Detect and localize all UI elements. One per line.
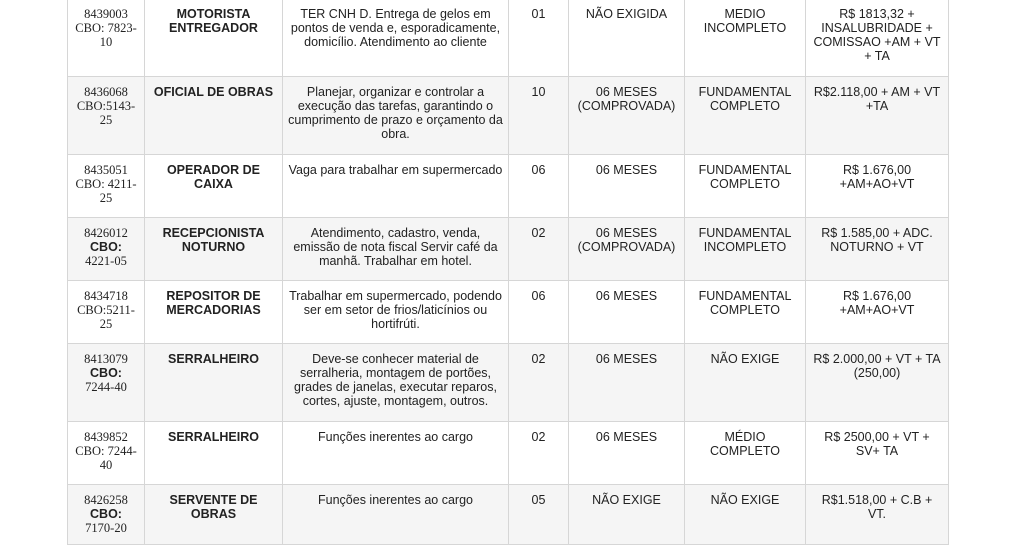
job-description: Trabalhar em supermercado, podendo ser em setor de frios/laticínios ou hortifrúti.	[283, 281, 509, 344]
job-code: 8435051	[84, 163, 128, 177]
job-title: REPOSITOR DE MERCADORIAS	[145, 281, 283, 344]
education-requirement: FUNDAMENTAL COMPLETO	[685, 155, 806, 218]
job-title: OPERADOR DE CAIXA	[145, 155, 283, 218]
education-requirement: FUNDAMENTAL COMPLETO	[685, 77, 806, 155]
table-row	[68, 281, 949, 344]
table-row	[68, 77, 949, 155]
vacancy-count: 02	[509, 422, 569, 485]
experience-requirement: 06 MESES	[569, 281, 685, 344]
cbo-code: CBO:5143-25	[76, 99, 136, 127]
salary-benefits: R$1.518,00 + C.B + VT.	[806, 485, 949, 545]
job-title: MOTORISTA ENTREGADOR	[145, 0, 283, 77]
vacancy-count: 06	[509, 281, 569, 344]
education-requirement: MEDIO INCOMPLETO	[685, 0, 806, 77]
table-row	[68, 0, 949, 77]
job-code: 8436068	[84, 85, 128, 99]
job-title: OFICIAL DE OBRAS	[145, 77, 283, 155]
job-code: 8426012	[84, 226, 128, 240]
vacancy-count: 05	[509, 485, 569, 545]
cbo-code: 7244-40	[85, 380, 127, 394]
job-listings-table	[67, 0, 949, 545]
cbo-label: CBO:	[90, 366, 122, 380]
job-description: Deve-se conhecer material de serralheria, montagem de portões, grades de janelas, executar reparos, cortes, ajuste, montagem, outros.	[283, 344, 509, 422]
cbo-code: CBO: 4211-25	[75, 177, 137, 205]
cbo-label: CBO:	[90, 240, 122, 254]
job-code-cell	[68, 218, 145, 281]
cbo-code: CBO: 7244-40	[75, 444, 137, 472]
job-code: 8434718	[84, 289, 128, 303]
education-requirement: FUNDAMENTAL COMPLETO	[685, 281, 806, 344]
cbo-label: CBO:	[90, 507, 122, 521]
vacancy-count: 02	[509, 344, 569, 422]
salary-benefits: R$ 2500,00 + VT + SV+ TA	[806, 422, 949, 485]
experience-requirement: 06 MESES	[569, 344, 685, 422]
vacancy-count: 02	[509, 218, 569, 281]
education-requirement: MÉDIO COMPLETO	[685, 422, 806, 485]
vacancy-count: 06	[509, 155, 569, 218]
job-code-cell	[68, 422, 145, 485]
experience-requirement: 06 MESES	[569, 422, 685, 485]
job-code-cell	[68, 281, 145, 344]
job-description: Atendimento, cadastro, venda, emissão de nota fiscal Servir café da manhã. Trabalhar em hotel.	[283, 218, 509, 281]
table-row	[68, 422, 949, 485]
education-requirement: FUNDAMENTAL INCOMPLETO	[685, 218, 806, 281]
job-listings-table-wrapper	[67, 0, 948, 545]
table-row	[68, 344, 949, 422]
job-code: 8426258	[84, 493, 128, 507]
education-requirement: NÃO EXIGE	[685, 485, 806, 545]
job-code: 8439852	[84, 430, 128, 444]
table-row	[68, 155, 949, 218]
salary-benefits: R$ 1.676,00 +AM+AO+VT	[806, 155, 949, 218]
job-description: Funções inerentes ao cargo	[283, 422, 509, 485]
job-title: RECEPCIONISTA NOTURNO	[145, 218, 283, 281]
job-description: Funções inerentes ao cargo	[283, 485, 509, 545]
table-row	[68, 218, 949, 281]
vacancy-count: 10	[509, 77, 569, 155]
job-title: SERRALHEIRO	[145, 422, 283, 485]
job-code: 8439003	[84, 7, 128, 21]
salary-benefits: R$ 1.676,00 +AM+AO+VT	[806, 281, 949, 344]
job-description: Planejar, organizar e controlar a execução das tarefas, garantindo o cumprimento de prazo e orçamento da obra.	[283, 77, 509, 155]
cbo-code: 4221-05	[85, 254, 127, 268]
table-row	[68, 485, 949, 545]
salary-benefits: R$ 1.585,00 + ADC. NOTURNO + VT	[806, 218, 949, 281]
job-description: Vaga para trabalhar em supermercado	[283, 155, 509, 218]
experience-requirement: NÃO EXIGE	[569, 485, 685, 545]
experience-requirement: 06 MESES (COMPROVADA)	[569, 77, 685, 155]
job-code-cell	[68, 155, 145, 218]
cbo-code: CBO: 7823-10	[75, 21, 137, 49]
experience-requirement: NÃO EXIGIDA	[569, 0, 685, 77]
job-code-cell	[68, 485, 145, 545]
salary-benefits: R$ 2.000,00 + VT + TA (250,00)	[806, 344, 949, 422]
job-code-cell	[68, 0, 145, 77]
job-title: SERRALHEIRO	[145, 344, 283, 422]
job-code: 8413079	[84, 352, 128, 366]
job-code-cell	[68, 344, 145, 422]
experience-requirement: 06 MESES	[569, 155, 685, 218]
experience-requirement: 06 MESES (COMPROVADA)	[569, 218, 685, 281]
job-title: SERVENTE DE OBRAS	[145, 485, 283, 545]
vacancy-count: 01	[509, 0, 569, 77]
cbo-code: CBO:5211-25	[77, 303, 135, 331]
job-description: TER CNH D. Entrega de gelos em pontos de venda e, esporadicamente, domicílio. Atendimento ao cliente	[283, 0, 509, 77]
cbo-code: 7170-20	[85, 521, 127, 535]
education-requirement: NÃO EXIGE	[685, 344, 806, 422]
job-code-cell	[68, 77, 145, 155]
salary-benefits: R$2.118,00 + AM + VT +TA	[806, 77, 949, 155]
salary-benefits: R$ 1813,32 + INSALUBRIDADE + COMISSAO +AM + VT + TA	[806, 0, 949, 77]
